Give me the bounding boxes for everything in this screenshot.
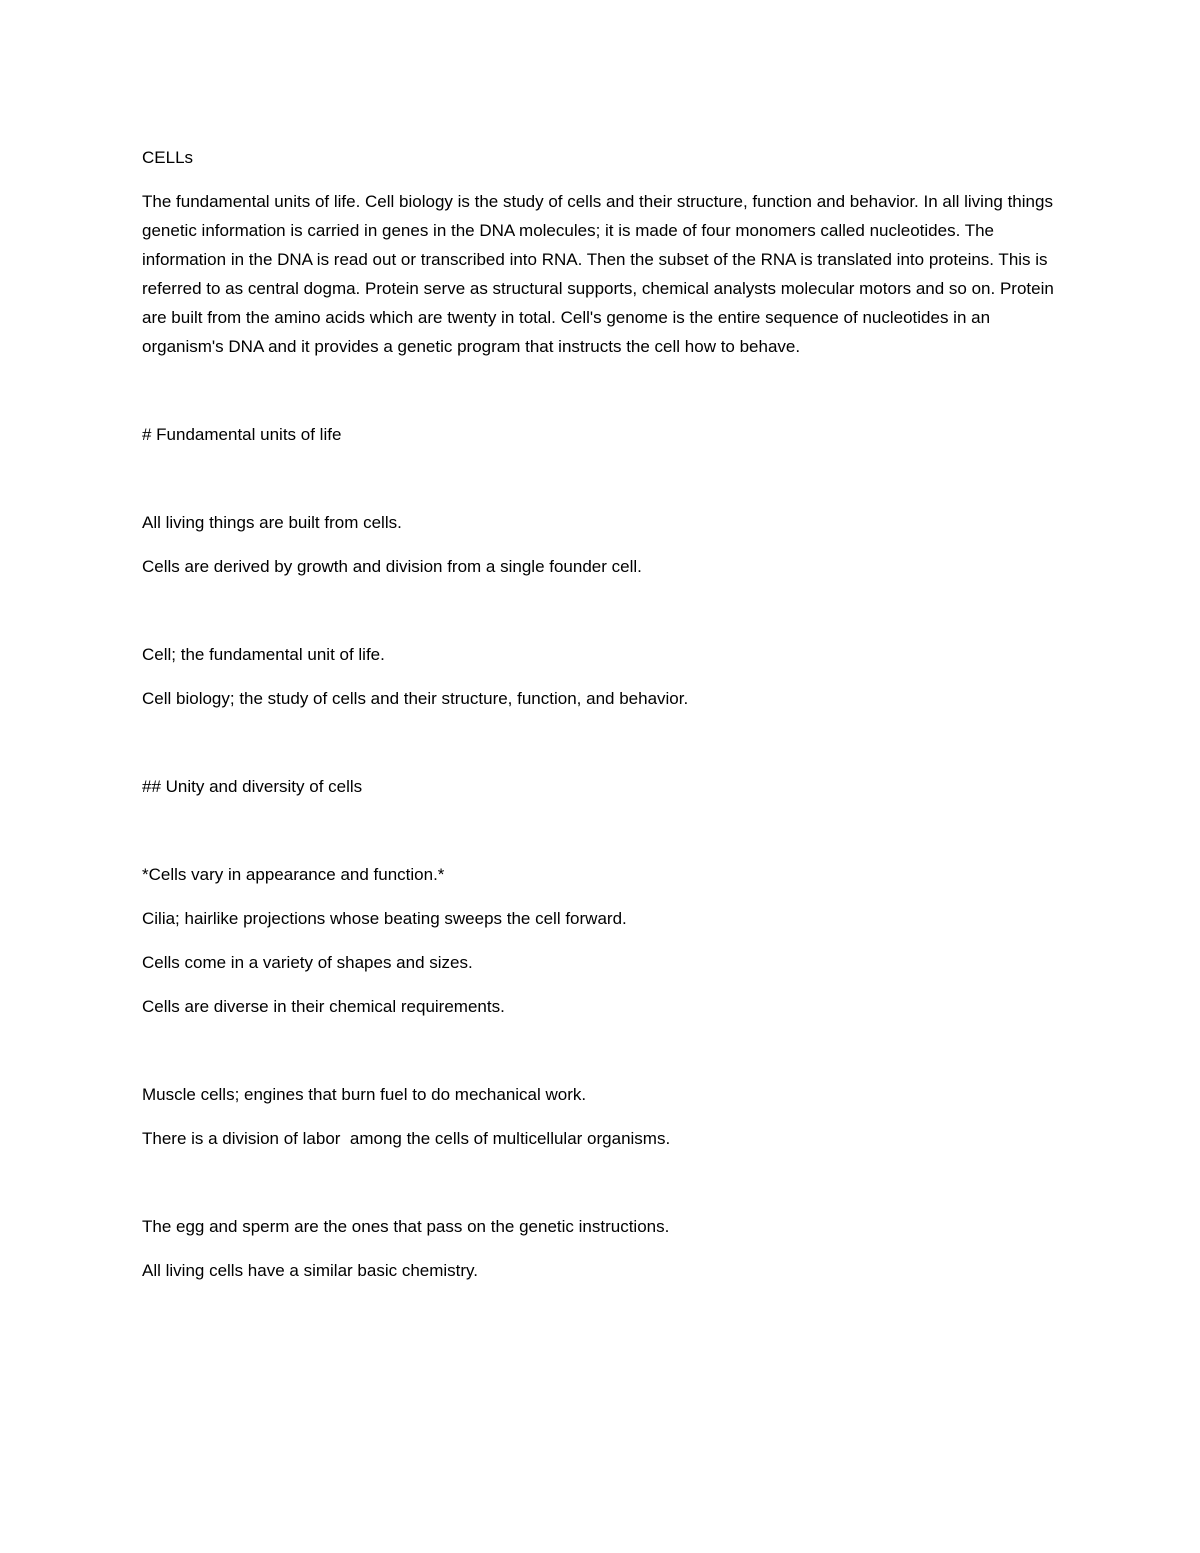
text-line: Cell biology; the study of cells and their structure, function, and behavior.: [142, 689, 689, 708]
text-line: Cell; the fundamental unit of life.: [142, 645, 385, 664]
text-line: All living things are built from cells.: [142, 513, 402, 532]
section-heading-unity-diversity: ## Unity and diversity of cells: [142, 777, 363, 796]
text-line: Muscle cells; engines that burn fuel to do mechanical work.: [142, 1085, 587, 1104]
text-line: All living cells have a similar basic chemistry.: [142, 1261, 479, 1280]
document-title: CELLs: [142, 148, 194, 167]
text-line: Cells come in a variety of shapes and sizes.: [142, 953, 473, 972]
text-line: Cilia; hairlike projections whose beating sweeps the cell forward.: [142, 909, 627, 928]
text-line: *Cells vary in appearance and function.*: [142, 865, 445, 884]
text-line: Cells are derived by growth and division from a single founder cell.: [142, 557, 642, 576]
intro-paragraph: The fundamental units of life. Cell biology is the study of cells and their structure, function and behavior. In all living things genetic information is carried in genes in the DNA molecules; it is made of four monomers called nucleotides. The information in the DNA is read out or transcribed into RNA. Then the subset of the RNA is translated into proteins. This is referred to as central dogma. Protein serve as structural supports, chemical analysts molecular motors and so on. Protein are built from the amino acids which are twenty in total. Cell's genome is the entire sequence of nucleotides in an organism's DNA and it provides a genetic program that instructs the cell how to behave.: [142, 192, 1059, 356]
section-heading-fundamental-units: # Fundamental units of life: [142, 425, 342, 444]
text-line: There is a division of labor among the cells of multicellular organisms.: [142, 1129, 671, 1148]
text-line: The egg and sperm are the ones that pass on the genetic instructions.: [142, 1217, 670, 1236]
text-line: Cells are diverse in their chemical requirements.: [142, 997, 505, 1016]
document-body: [142, 143, 1072, 1285]
